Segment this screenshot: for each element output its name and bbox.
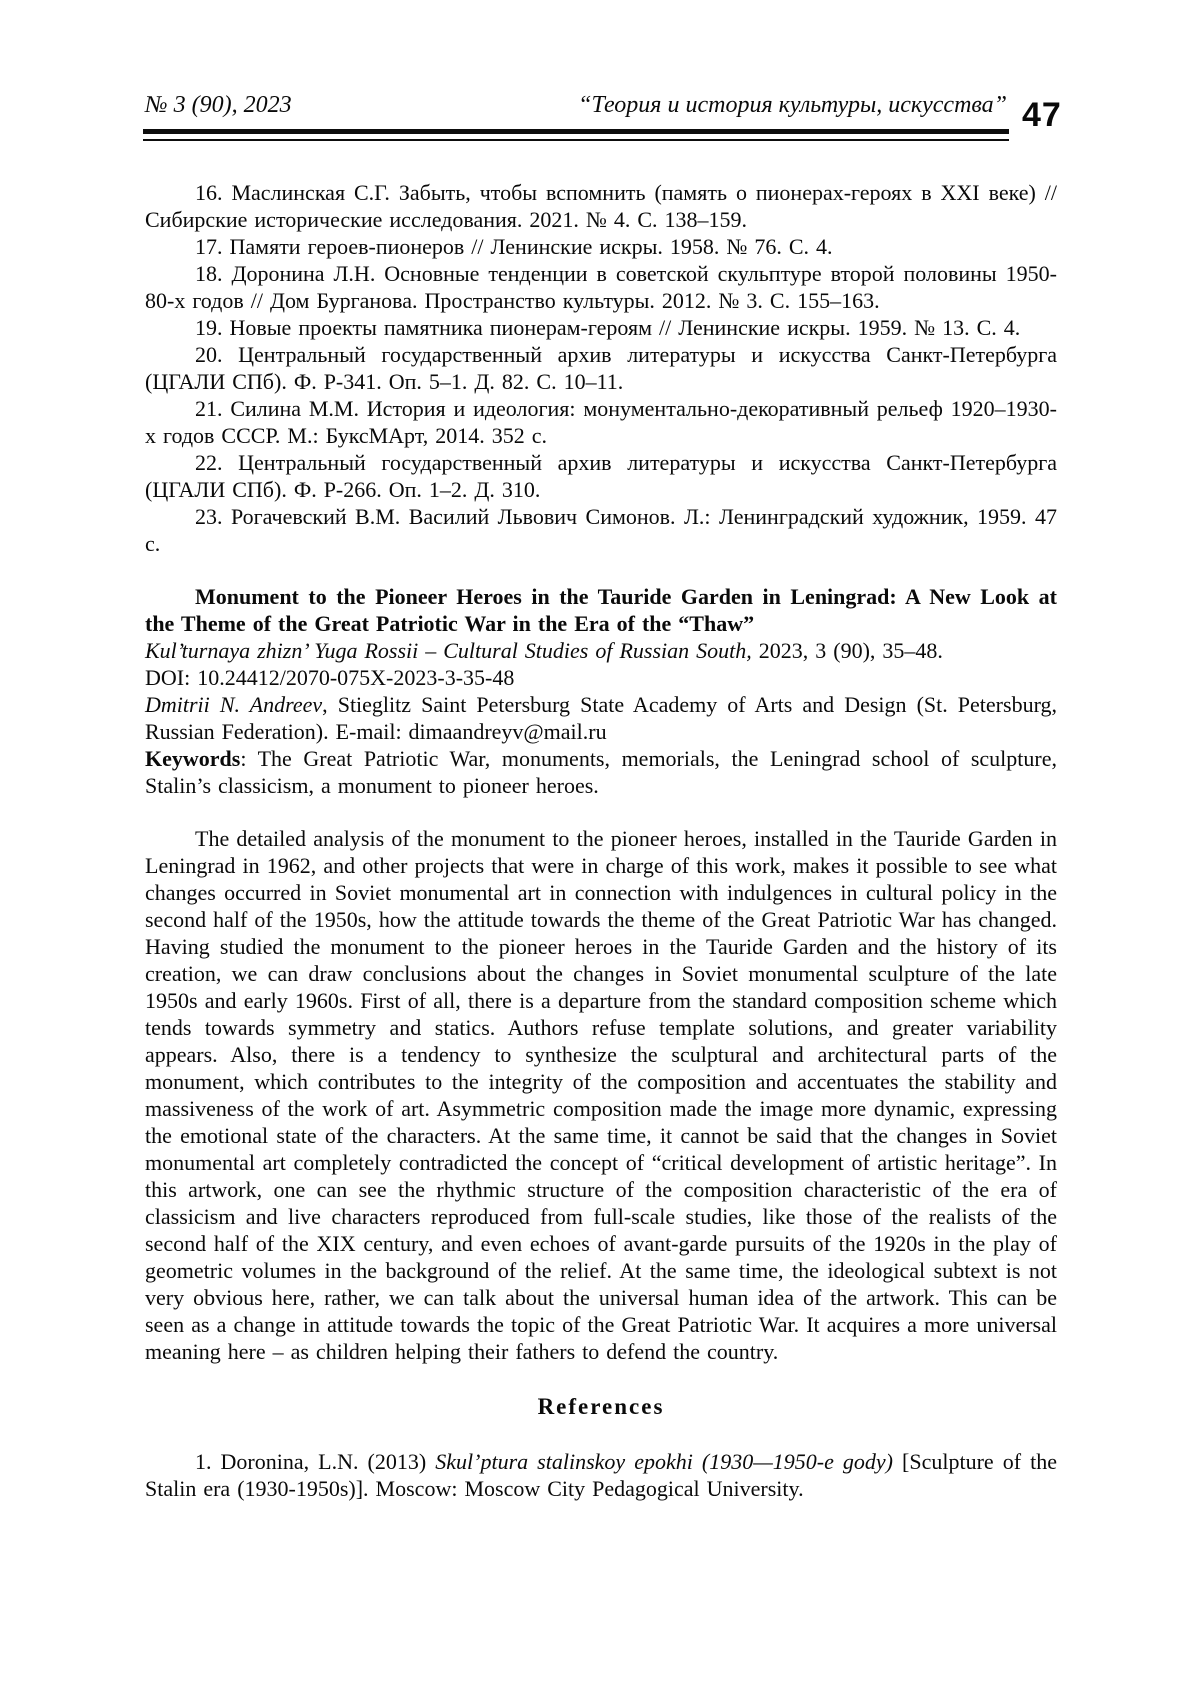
reference-en-prefix: 1. Doronina, L.N. (2013) [195,1449,436,1474]
journal-citation-line [145,637,1057,664]
article-title-english: Monument to the Pioneer Heroes in the Tauride Garden in Leningrad: A New Look at the Theme of the Great Patriotic War in the Era of the “Thaw” [145,584,1057,636]
reference-item-18: 18. Доронина Л.Н. Основные тенденции в советской скульптуре второй половины 1950-80-х годов // Дом Бурганова. Пространство культуры. 2012. № 3. С. 155–163. [145,261,1057,313]
keywords-label: Keywords [145,746,241,771]
abstract-paragraph: The detailed analysis of the monument to the pioneer heroes, installed in the Tauride Garden in Leningrad in 1962, and other projects that were in charge of this work, makes it possible to see what changes occurred in Soviet monumental art in connection with indulgences in cultural policy in the second half of the 1950s, how the attitude towards the theme of the Great Patriotic War has changed. Having studied the monument to the pioneer heroes in the Tauride Garden and the history of its creation, we can draw conclusions about the changes in Soviet monumental sculpture of the late 1950s and early 1960s. First of all, there is a departure from the standard composition scheme which tends towards symmetry and statics. Authors refuse template solutions, and greater variability appears. Also, there is a tendency to synthesize the sculptural and architectural parts of the monument, which contributes to the integrity of the composition and accentuates the stability and massiveness of the work of art. Asymmetric composition made the image more dynamic, expressing the emotional state of the characters. At the same time, it cannot be said that the changes in Soviet monumental art completely contradicted the concept of “critical development of artistic heritage”. In this artwork, one can see the rhythmic structure of the composition characteristic of the era of classicism and live characters reproduced from full-scale studies, like those of the realists of the second half of the XIX century, and even echoes of avant-garde pursuits of the 1920s in the play of geometric volumes in the background of the relief. At the same time, the ideological subtext is not very obvious here, rather, we can talk about the universal human idea of the artwork. This can be seen as a change in attitude towards the topic of the Great Patriotic War. It acquires a more universal meaning here – as children helping their fathers to defend the country. [145,826,1057,1364]
journal-citation-name: Kul’turnaya zhizn’ Yuga Rossii – Cultural Studies of Russian South, [145,638,752,663]
doi-line: DOI: 10.24412/2070-075X-2023-3-35-48 [145,665,515,690]
keywords-text: : The Great Patriotic War, monuments, memorials, the Leningrad school of sculpture, Stalin’s classicism, a monument to pioneer heroes. [145,746,1057,798]
references-heading: References [537,1394,665,1419]
header-rule-thick [143,129,1009,134]
author-name: Dmitrii N. Andreev [145,692,323,717]
reference-item-22: 22. Центральный государственный архив литературы и искусства Санкт-Петербурга (ЦГАЛИ СПб). Ф. Р-266. Оп. 1–2. Д. 310. [145,450,1057,502]
reference-item-20: 20. Центральный государственный архив литературы и искусства Санкт-Петербурга (ЦГАЛИ СПб). Ф. Р-341. Оп. 5–1. Д. 82. С. 10–11. [145,342,1057,394]
reference-en-title: Skul’ptura stalinskoy epokhi (1930—1950-e gody) [435,1449,894,1474]
header-journal-title: “Теория и история культуры, искусства” [578,92,1007,118]
keywords-line [145,745,1057,799]
reference-item-16: 16. Маслинская С.Г. Забыть, чтобы вспомнить (память о пионерах-героях в XXI веке) // Сибирские исторические исследования. 2021. № 4. С. 138–159. [145,180,1057,232]
header-issue-label: № 3 (90), 2023 [145,92,292,118]
reference-en-publisher: [Sculpture of the Stalin era (1930-1950s)]. Moscow: Moscow City Pedagogical University. [145,1449,1057,1501]
russian-references-section [145,179,1057,557]
reference-item-19: 19. Новые проекты памятника пионерам-героям // Ленинские искры. 1959. № 13. С. 4. [195,315,1021,340]
header-rule-thin [143,139,1009,141]
reference-item-21: 21. Силина М.М. История и идеология: монументально-декоративный рельеф 1920–1930-х годов СССР. М.: БуксМАрт, 2014. 352 с. [145,396,1057,448]
author-affiliation: , Stieglitz Saint Petersburg State Academy of Arts and Design (St. Petersburg, Russian Federation). E-mail: dimaandreyv@mail.ru [145,692,1057,744]
reference-item-17: 17. Памяти героев-пионеров // Ленинские искры. 1958. № 76. С. 4. [195,234,833,259]
page-number: 47 [1022,96,1062,134]
author-line [145,691,1057,745]
text-column [145,179,1057,1502]
reference-item-23: 23. Рогачевский В.М. Василий Львович Симонов. Л.: Ленинградский художник, 1959. 47 с. [145,504,1057,556]
journal-citation-issue: 2023, 3 (90), 35–48. [751,638,943,663]
reference-item-en-1 [145,1448,1057,1502]
